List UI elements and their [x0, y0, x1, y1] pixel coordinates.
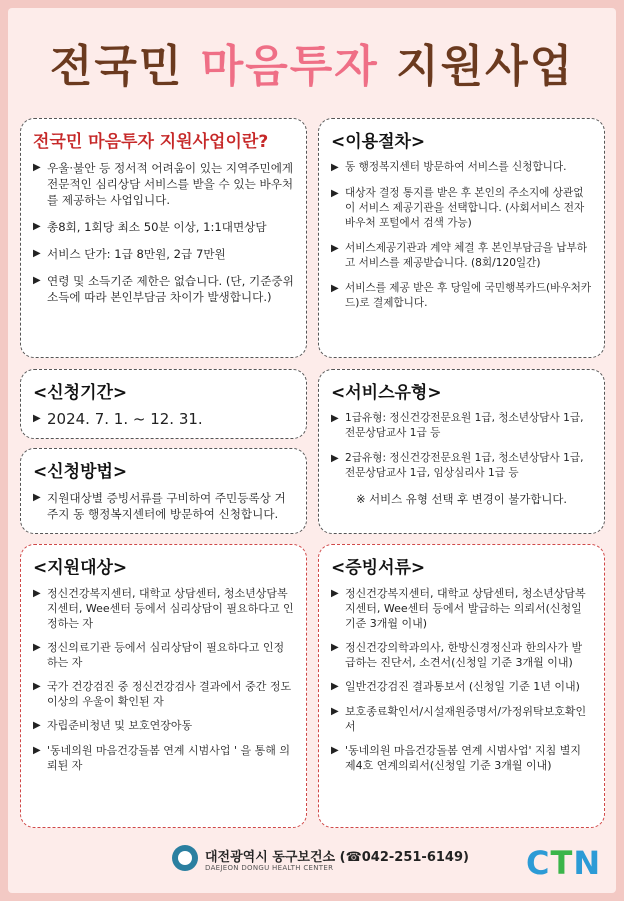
bullet-icon: ▶ [331, 588, 339, 599]
bullet-icon: ▶ [33, 720, 41, 731]
organization-name: 대전광역시 동구보건소 (☎042-251-6149) [205, 850, 469, 865]
documents-heading: <증빙서류> [331, 558, 426, 578]
service-type-note: ※ 서비스 유형 선택 후 변경이 불가합니다. [356, 492, 567, 506]
about-item: ▶ 연령 및 소득기준 제한은 없습니다. (단, 기준중위소득에 따라 본인부담금 차이가 발생합니다.) [33, 274, 294, 304]
eligibility-item: ▶ '동네의원 마음건강돌봄 연계 시범사업 ' 을 통해 의뢰된 자 [33, 744, 291, 772]
bullet-icon: ▶ [331, 413, 339, 424]
bullet-icon: ▶ [33, 588, 41, 599]
bullet-icon: ▶ [331, 706, 339, 717]
bullet-icon: ▶ [331, 162, 339, 173]
documents-box [318, 544, 605, 828]
about-item: ▶ 우울·불안 등 정서적 어려움이 있는 지역주민에게 전문적인 심리상담 서비스를 받을 수 있는 바우처를 제공하는 사업입니다. [33, 161, 294, 207]
bullet-icon: ▶ [33, 162, 41, 173]
service-types-box [318, 369, 605, 534]
period-item: ▶ 2024. 7. 1. ~ 12. 31. [33, 410, 203, 428]
eligibility-item: ▶ 정신건강복지센터, 대학교 상담센터, 청소년상담복지센터, Wee센터 등에서 심리상담이 필요하다고 인정하는 자 [33, 587, 294, 630]
bullet-icon: ▶ [33, 221, 41, 232]
method-item: ▶ 지원대상별 증빙서류를 구비하여 주민등록상 거주지 동 행정복지센터에 방문하여 신청합니다. [33, 491, 286, 521]
eligibility-box [20, 544, 307, 828]
bullet-icon: ▶ [331, 243, 339, 254]
document-item: ▶ 정신건강의학과의사, 한방신경정신과 한의사가 발급하는 진단서, 소견서(신청일 기준 3개월 이내) [331, 641, 583, 669]
about-box [20, 118, 307, 358]
procedure-heading: <이용절차> [331, 132, 426, 152]
bullet-icon: ▶ [33, 492, 41, 503]
document-item: ▶ 정신건강복지센터, 대학교 상담센터, 청소년상담복지센터, Wee센터 등에서 발급하는 의뢰서(신청일 기준 3개월 이내) [331, 587, 586, 630]
bullet-icon: ▶ [331, 283, 339, 294]
service-type-item: ▶ 2급유형: 정신건강전문요원 1급, 청소년상담사 1급, 전문상담교사 1급, 임상심리사 1급 등 [331, 452, 584, 479]
service-types-heading: <서비스유형> [331, 383, 442, 403]
about-item: ▶ 서비스 단가: 1급 8만원, 2급 7만원 [33, 247, 226, 261]
eligibility-item: ▶ 자립준비청년 및 보호연장아동 [33, 719, 193, 732]
procedure-item: ▶ 대상자 결정 통지를 받은 후 본인의 주소지에 상관없이 서비스 제공기관을 선택합니다. (사회서비스 전자바우처 포털에서 검색 가능) [331, 187, 585, 229]
bullet-icon: ▶ [331, 681, 339, 692]
bullet-icon: ▶ [33, 745, 41, 756]
ctn-logo: CTN [526, 844, 602, 882]
period-heading: <신청기간> [33, 383, 128, 403]
document-item: ▶ 보호종료확인서/시설재원증명서/가정위탁보호확인서 [331, 705, 587, 733]
about-heading: 전국민 마음투자 지원사업이란? [33, 132, 269, 152]
method-box [20, 448, 307, 534]
bullet-icon: ▶ [33, 681, 41, 692]
procedure-item: ▶ 서비스를 제공 받은 후 당일에 국민행복카드(바우처카드)로 결제합니다. [331, 282, 592, 309]
procedure-item: ▶ 동 행정복지센터 방문하여 서비스를 신청합니다. [331, 160, 592, 176]
document-item: ▶ '동네의원 마음건강돌봄 연계 시범사업' 지침 별지 제4호 연계의뢰서(신청일 기준 3개월 이내) [331, 744, 582, 772]
organization-name-en: DAEJEON DONGU HEALTH CENTER [205, 864, 334, 872]
bullet-icon: ▶ [331, 188, 339, 199]
bullet-icon: ▶ [33, 642, 41, 653]
procedure-box [318, 118, 605, 358]
method-heading: <신청방법> [33, 462, 128, 482]
eligibility-item: ▶ 정신의료기관 등에서 심리상담이 필요하다고 인정하는 자 [33, 641, 285, 669]
bullet-icon: ▶ [33, 413, 41, 424]
about-item: ▶ 총8회, 1회당 최소 50분 이상, 1:1대면상담 [33, 220, 267, 234]
bullet-icon: ▶ [331, 745, 339, 756]
procedure-item: ▶ 서비스제공기관과 계약 체결 후 본인부담금을 납부하고 서비스를 제공받습니다. (8회/120일간) [331, 242, 587, 269]
title-accent: 마음투자 [200, 41, 379, 92]
period-box [20, 369, 307, 439]
eligibility-heading: <지원대상> [33, 558, 128, 578]
document-item: ▶ 일반건강검진 결과통보서 (신청일 기준 1년 이내) [331, 680, 580, 693]
service-type-item: ▶ 1급유형: 정신건강전문요원 1급, 청소년상담사 1급, 전문상담교사 1급 등 [331, 412, 584, 439]
bullet-icon: ▶ [331, 453, 339, 464]
eligibility-item: ▶ 국가 건강검진 중 정신건강검사 결과에서 중간 정도 이상의 우울이 확인된 자 [33, 680, 292, 708]
title-part2: 지원사업 [378, 41, 575, 92]
bullet-icon: ▶ [33, 248, 41, 259]
bullet-icon: ▶ [33, 275, 41, 286]
title-part1: 전국민 [49, 41, 201, 92]
poster-title [0, 30, 624, 94]
health-center-logo-icon [172, 845, 198, 871]
bullet-icon: ▶ [331, 642, 339, 653]
